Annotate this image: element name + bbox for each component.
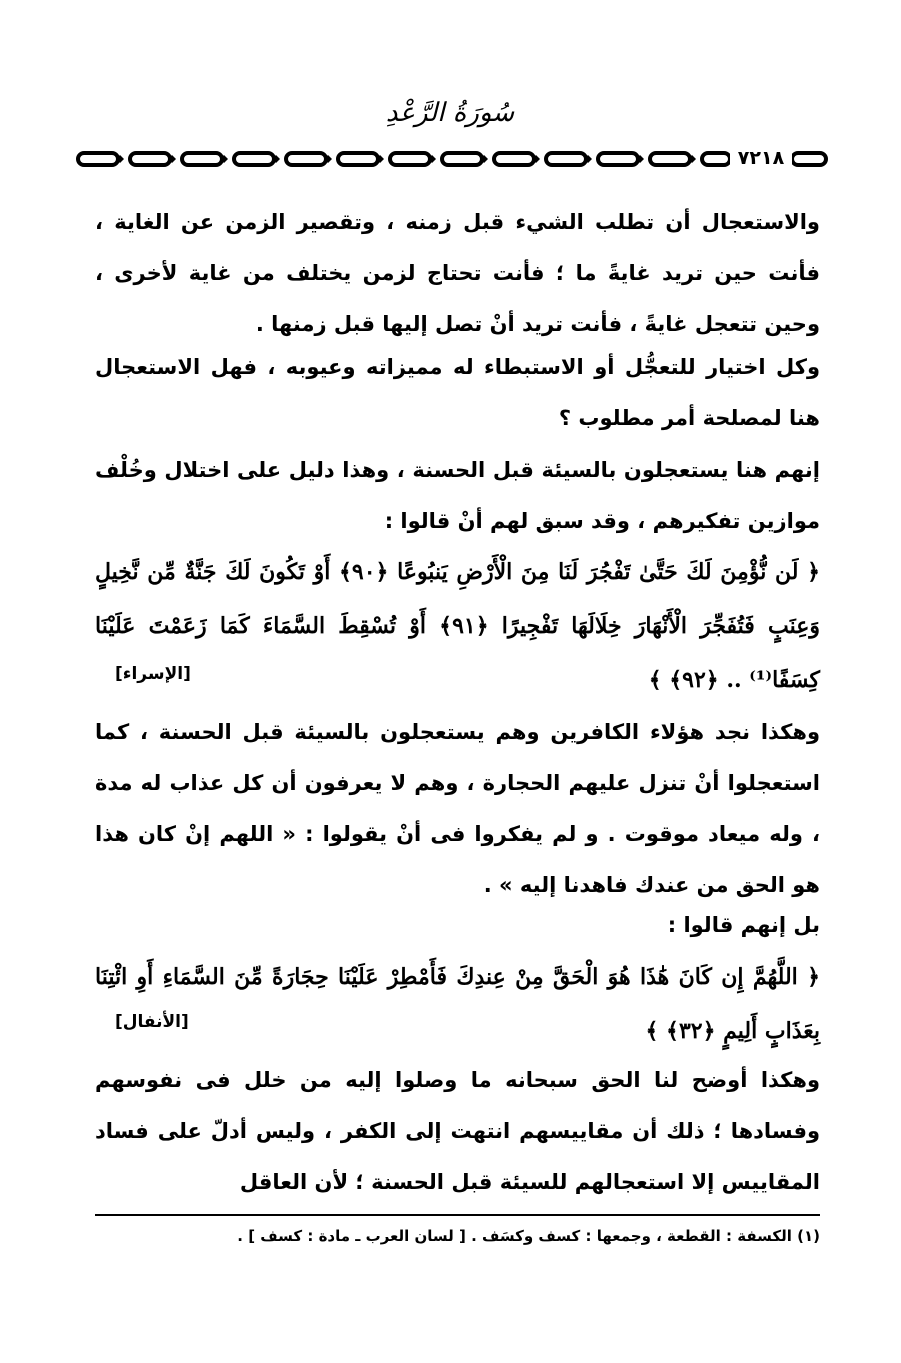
page-number: ٧٢١٨ (730, 146, 792, 170)
paragraph-5: بل إنهم قالوا : (667, 913, 820, 937)
paragraph-3: إنهم هنا يستعجلون بالسيئة قبل الحسنة ، وهذا دليل على اختلال وخُلْف موازين تفكيرهم ، وقد سبق لهم أنْ قالوا : (95, 458, 820, 533)
paragraph-1: والاستعجال أن تطلب الشيء قبل زمنه ، وتقصير الزمن عن الغاية ، فأنت حين تريد غايةً ما ؛ فأنت تحتاج لزمن يختلف من غاية لأخرى ، وحين تتعجل غايةً ، فأنت تريد أنْ تصل إليها قبل زمنها . (95, 210, 820, 336)
surah-reference-isra: [الإسراء] (115, 664, 191, 684)
quran-verse-isra: ﴿ لَن نُّؤْمِنَ لَكَ حَتَّىٰ تَفْجُرَ لَنَا مِنَ الْأَرْضِ يَنبُوعًا ﴿٩٠﴾ أَوْ تَكُونَ لَكَ جَنَّةٌ مِّن نَّخِيلٍ وَعِنَبٍ فَتُفَجِّرَ الْأَنْهَارَ خِلَالَهَا تَفْجِيرًا ﴿٩١﴾ أَوْ تُسْقِطَ السَّمَاءَ كَمَا زَعَمْتَ عَلَيْنَا كِسَفًا⁽¹⁾ .. ﴿٩٢﴾ ﴾ (95, 559, 820, 693)
footnote: (١) الكسفة : القطعة ، وجمعها : كسف وكسَف . [ لسان العرب ـ مادة : كسف ] . (237, 1227, 820, 1245)
quran-verse-anfal: ﴿ اللَّهُمَّ إِن كَانَ هَٰذَا هُوَ الْحَقَّ مِنْ عِندِكَ فَأَمْطِرْ عَلَيْنَا حِجَارَةً مِّنَ السَّمَاءِ أَوِ ائْتِنَا بِعَذَابٍ أَلِيمٍ ﴿٣٢﴾ ﴾ (95, 964, 820, 1044)
paragraph-2: وكل اختيار للتعجُّل أو الاستبطاء له مميزاته وعيوبه ، فهل الاستعجال هنا لمصلحة أمر مطلوب ؟ (95, 355, 820, 430)
surah-reference-anfal: [الأنفال] (115, 1012, 189, 1032)
ornamental-header-rule (72, 147, 832, 171)
paragraph-6: وهكذا أوضح لنا الحق سبحانه ما وصلوا إليه من خلل فى نفوسهم وفسادها ؛ ذلك أن مقاييسهم انتهت إلى الكفر ، وليس أدلّ على فساد المقاييس إلا استعجالهم للسيئة قبل الحسنة ؛ لأن العاقل (95, 1068, 820, 1194)
footnote-divider (95, 1214, 820, 1216)
surah-title: سُورَةُ الرَّعْدِ (385, 98, 515, 128)
paragraph-4: وهكذا نجد هؤلاء الكافرين وهم يستعجلون بالسيئة قبل الحسنة ، كما استعجلوا أنْ تنزل عليهم الحجارة ، وهم لا يعرفون أن كل عذاب له مدة ، وله ميعاد موقوت . و لم يفكروا فى أنْ يقولوا : « اللهم إنْ كان هذا هو الحق من عندك فاهدنا إليه » . (95, 720, 820, 897)
